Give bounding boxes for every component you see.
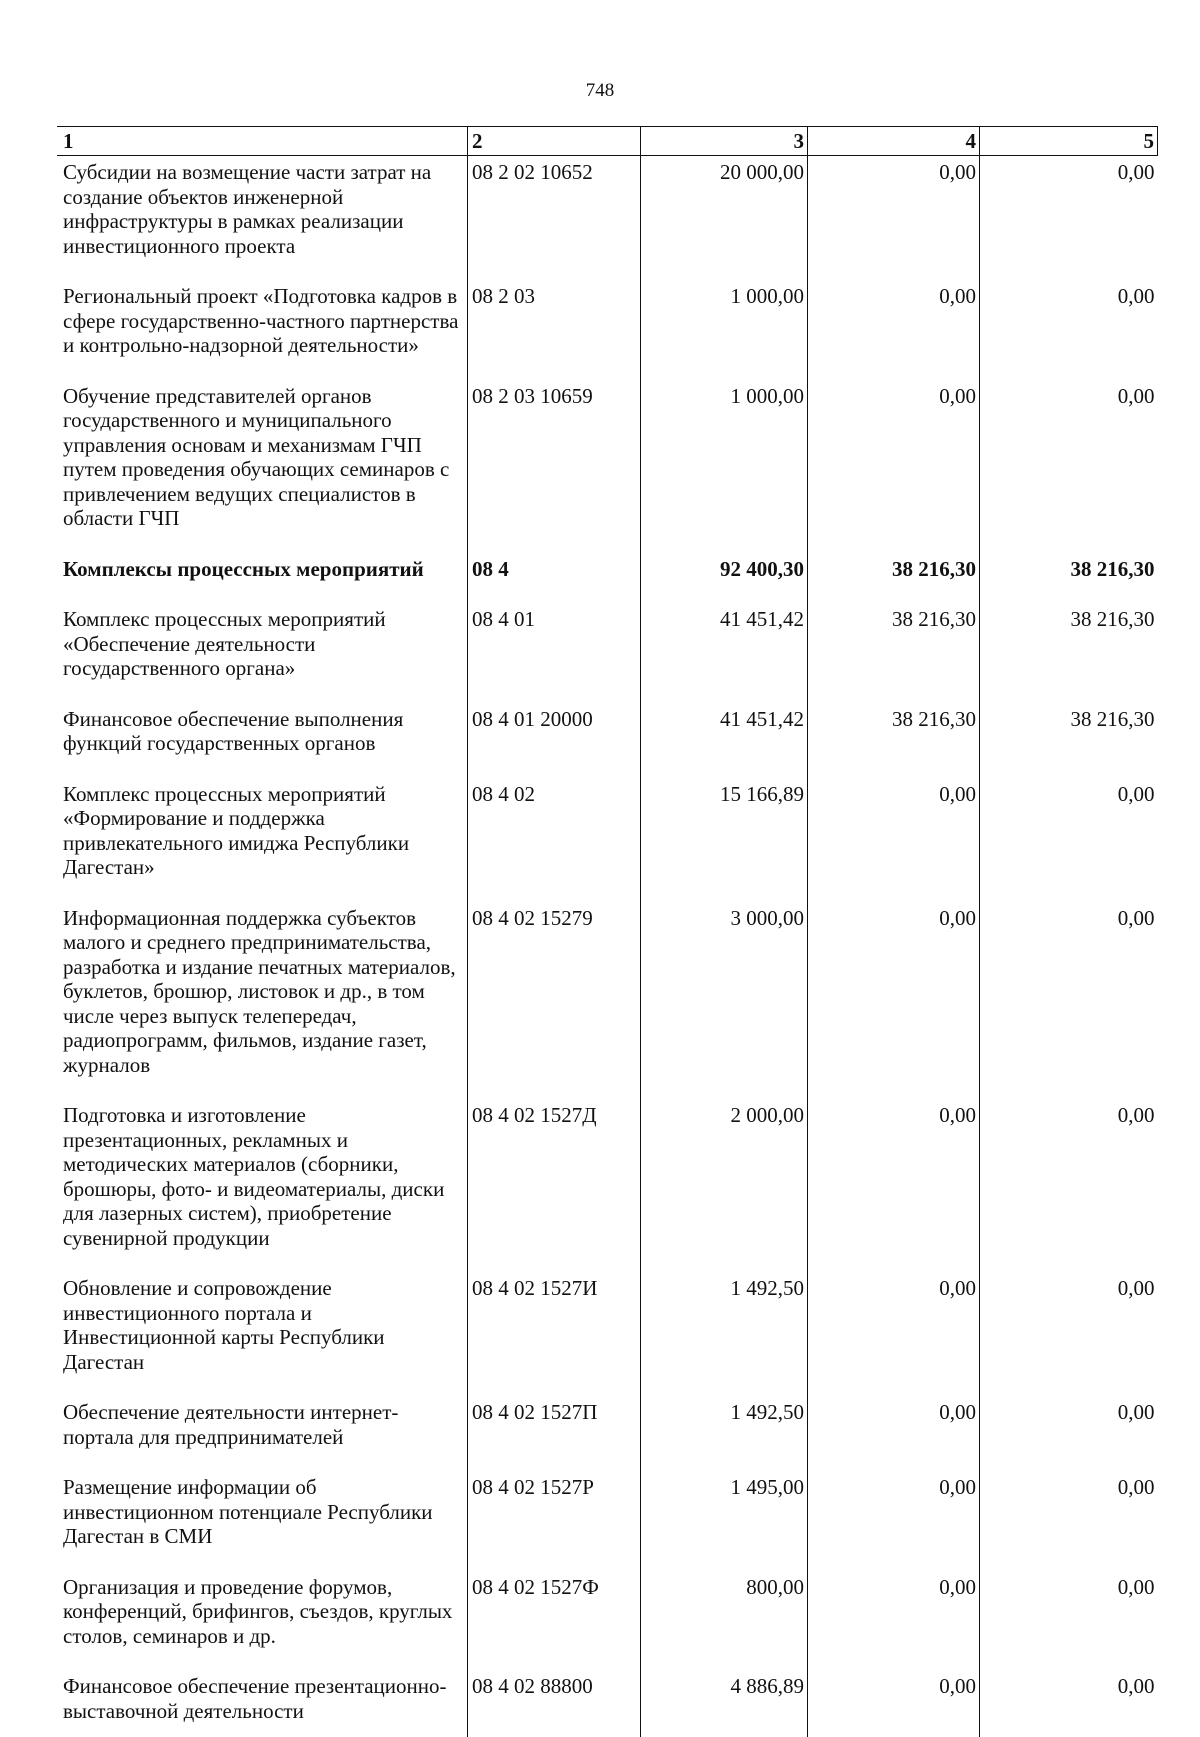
- table-row: [57, 380, 1158, 553]
- table-body: [57, 156, 1158, 1737]
- row-value-col5: 0,00: [980, 280, 1158, 380]
- row-name-cell: Финансовое обеспечение презентационно-выставочной деятельности: [57, 1670, 468, 1737]
- row-name-cell: Комплексы процессных мероприятий: [57, 553, 468, 604]
- row-value-col4: 0,00: [808, 280, 980, 380]
- row-value-col5: 0,00: [980, 1571, 1158, 1671]
- row-value-col4: 0,00: [808, 778, 980, 902]
- row-code-cell: 08 4 02 1527И: [468, 1272, 641, 1396]
- row-value-col3: 1 492,50: [641, 1396, 808, 1471]
- row-value-col4: 0,00: [808, 1272, 980, 1396]
- row-value-col5: 38 216,30: [980, 703, 1158, 778]
- table-row: [57, 1272, 1158, 1396]
- row-value-col4: 38 216,30: [808, 553, 980, 604]
- row-code-cell: 08 4 02 15279: [468, 902, 641, 1100]
- row-value-col5: 0,00: [980, 1099, 1158, 1272]
- column-header-3: 3: [641, 127, 808, 156]
- row-value-col5: 0,00: [980, 902, 1158, 1100]
- table-row: [57, 156, 1158, 281]
- row-code-cell: 08 2 02 10652: [468, 156, 641, 281]
- row-value-col3: 15 166,89: [641, 778, 808, 902]
- row-value-col4: 0,00: [808, 1471, 980, 1571]
- column-header-2: 2: [468, 127, 641, 156]
- row-code-cell: 08 4 01: [468, 603, 641, 703]
- table-row: [57, 902, 1158, 1100]
- row-value-col3: 41 451,42: [641, 703, 808, 778]
- row-value-col4: 0,00: [808, 902, 980, 1100]
- row-value-col3: 1 000,00: [641, 380, 808, 553]
- row-code-cell: 08 4 02: [468, 778, 641, 902]
- row-value-col3: 1 492,50: [641, 1272, 808, 1396]
- table-row: [57, 280, 1158, 380]
- row-name-cell: Финансовое обеспечение выполнения функций государственных органов: [57, 703, 468, 778]
- row-value-col4: 0,00: [808, 1099, 980, 1272]
- row-code-cell: 08 4 02 1527Д: [468, 1099, 641, 1272]
- row-value-col5: 0,00: [980, 1471, 1158, 1571]
- row-value-col3: 3 000,00: [641, 902, 808, 1100]
- row-value-col4: 0,00: [808, 1396, 980, 1471]
- row-value-col3: 2 000,00: [641, 1099, 808, 1272]
- row-code-cell: 08 4 01 20000: [468, 703, 641, 778]
- row-value-col3: 1 000,00: [641, 280, 808, 380]
- row-name-cell: Комплекс процессных мероприятий «Обеспечение деятельности государственного органа»: [57, 603, 468, 703]
- row-value-col4: 0,00: [808, 380, 980, 553]
- row-name-cell: Обеспечение деятельности интернет-портала для предпринимателей: [57, 1396, 468, 1471]
- row-value-col5: 0,00: [980, 1670, 1158, 1737]
- table-row: [57, 1099, 1158, 1272]
- row-name-cell: Комплекс процессных мероприятий «Формирование и поддержка привлекательного имиджа Республики Дагестан»: [57, 778, 468, 902]
- row-value-col5: 0,00: [980, 380, 1158, 553]
- row-code-cell: 08 4 02 1527Ф: [468, 1571, 641, 1671]
- table-row: [57, 778, 1158, 902]
- table-header-row: [57, 127, 1158, 156]
- row-value-col4: 38 216,30: [808, 703, 980, 778]
- column-header-4: 4: [808, 127, 980, 156]
- table-row: [57, 603, 1158, 703]
- row-name-cell: Обучение представителей органов государственного и муниципального управления основам и механизмам ГЧП путем проведения обучающих семинаров с привлечением ведущих специалистов в области ГЧП: [57, 380, 468, 553]
- row-value-col4: 38 216,30: [808, 603, 980, 703]
- row-value-col5: 0,00: [980, 778, 1158, 902]
- row-value-col5: 0,00: [980, 1272, 1158, 1396]
- row-value-col5: 0,00: [980, 1396, 1158, 1471]
- row-code-cell: 08 2 03 10659: [468, 380, 641, 553]
- table-row: [57, 1571, 1158, 1671]
- budget-table: [57, 126, 1158, 1737]
- row-code-cell: 08 4 02 1527П: [468, 1396, 641, 1471]
- row-value-col4: 0,00: [808, 1670, 980, 1737]
- row-value-col3: 20 000,00: [641, 156, 808, 281]
- row-name-cell: Субсидии на возмещение части затрат на создание объектов инженерной инфраструктуры в рамках реализации инвестиционного проекта: [57, 156, 468, 281]
- row-code-cell: 08 4 02 88800: [468, 1670, 641, 1737]
- row-value-col3: 4 886,89: [641, 1670, 808, 1737]
- row-value-col3: 41 451,42: [641, 603, 808, 703]
- row-name-cell: Размещение информации об инвестиционном потенциале Республики Дагестан в СМИ: [57, 1471, 468, 1571]
- row-name-cell: Информационная поддержка субъектов малого и среднего предпринимательства, разработка и издание печатных материалов, буклетов, брошюр, листовок и др., в том числе через выпуск телепередач, радиопрограмм, фильмов, издание газет, журналов: [57, 902, 468, 1100]
- row-code-cell: 08 4: [468, 553, 641, 604]
- table-row: [57, 1396, 1158, 1471]
- row-name-cell: Организация и проведение форумов, конференций, брифингов, съездов, круглых столов, семинаров и др.: [57, 1571, 468, 1671]
- row-name-cell: Подготовка и изготовление презентационных, рекламных и методических материалов (сборники, брошюры, фото- и видеоматериалы, диски для лазерных систем), приобретение сувенирной продукции: [57, 1099, 468, 1272]
- table-row: [57, 1670, 1158, 1737]
- row-value-col4: 0,00: [808, 1571, 980, 1671]
- column-header-1: 1: [57, 127, 468, 156]
- row-value-col3: 800,00: [641, 1571, 808, 1671]
- row-value-col5: 38 216,30: [980, 553, 1158, 604]
- row-value-col3: 1 495,00: [641, 1471, 808, 1571]
- table-row: [57, 1471, 1158, 1571]
- column-header-5: 5: [980, 127, 1158, 156]
- row-value-col5: 0,00: [980, 156, 1158, 281]
- table-row: [57, 553, 1158, 604]
- row-value-col5: 38 216,30: [980, 603, 1158, 703]
- row-name-cell: Региональный проект «Подготовка кадров в сфере государственно-частного партнерства и контрольно-надзорной деятельности»: [57, 280, 468, 380]
- row-value-col4: 0,00: [808, 156, 980, 281]
- page-number: 748: [0, 80, 1200, 102]
- row-code-cell: 08 2 03: [468, 280, 641, 380]
- row-value-col3: 92 400,30: [641, 553, 808, 604]
- row-name-cell: Обновление и сопровождение инвестиционного портала и Инвестиционной карты Республики Дагестан: [57, 1272, 468, 1396]
- row-code-cell: 08 4 02 1527Р: [468, 1471, 641, 1571]
- table-row: [57, 703, 1158, 778]
